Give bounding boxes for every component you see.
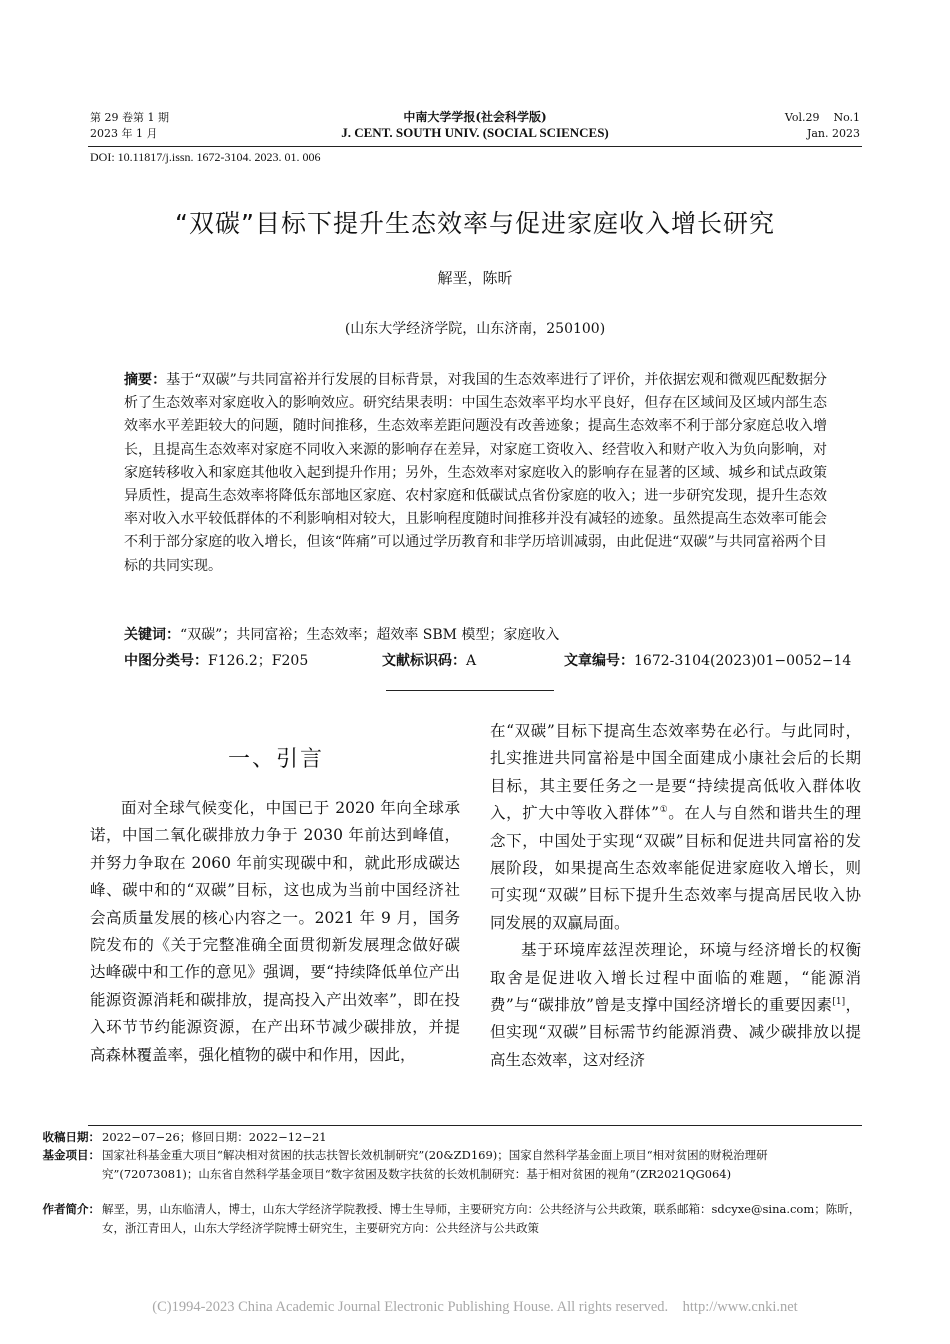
author-bio [0,1200,862,1240]
paragraph-text: 基于环境库兹涅茨理论，环境与经济增长的权衡取舍是促进收入增长过程中面临的难题，“能源消费”与“碳排放”曾是支撑中国经济增长的重要因素 [490,941,861,1015]
keywords-text: “双碳”；共同富裕；生态效率；超效率 SBM 模型；家庭收入 [180,627,560,643]
clc-label: 中图分类号： [124,653,208,669]
keywords-label: 关键词： [124,627,180,643]
date-en: Jan. 2023 [806,127,860,140]
clc-value: F126.2；F205 [208,653,309,669]
fund-info [0,1146,862,1202]
clc-number [124,650,308,672]
citation-marker: [1] [832,996,846,1007]
abstract-text: 基于“双碳”与共同富裕并行发展的目标背景，对我国的生态效率进行了评价，并依据宏观和微观匹配数据分析了生态效率对家庭收入的影响效应。研究结果表明：中国生态效率平均水平良好，但存在区域间及区域内部生态效率水平差距较大的问题，随时间推移，生态效率差距问题没有改善迹象；提高生态效率不利于部分家庭总收入增长，且提高生态效率对家庭不同收入来源的影响存在差异，对家庭工资收入、经营收入和财产收入为负向影响，对家庭转移收入和家庭其他收入起到提升作用；另外，生态效率对家庭收入的影响存在显著的区域、城乡和试点政策异质性，提高生态效率将降低东部地区家庭、农村家庭和低碳试点省份家庭的收入；进一步研究发现，提升生态效率对收入水平较低群体的不利影响相对较大，且影响程度随时间推移并没有减轻的迹象。虽然提高生态效率可能会不利于部分家庭的收入增长，但该“阵痛”可以通过学历教育和非学历培训减弱，由此促进“双碳”与共同富裕两个目标的共同实现。 [124,372,828,574]
abstract [124,369,827,578]
date-cn: 2023 年 1 月 [90,127,158,140]
author-bio-value: 解垩，男，山东临清人，博士，山东大学经济学院教授、博士生导师，主要研究方向：公共经济与公共政策，联系邮箱：sdcyxe@sina.com；陈昕，女，浙江青田人，山东大学经济学院博士研究生，主要研究方向：公共经济与公共政策 [102,1202,861,1235]
footnote-rule [88,1125,862,1126]
abstract-end-rule [386,690,554,691]
classification-line [124,650,852,672]
section-heading: 一、引言 [228,747,325,772]
abstract-label: 摘要： [124,372,167,388]
volume-cn: 第 29 卷第 1 期 [90,111,169,124]
art-value: 1672-3104(2023)01−0052−14 [634,653,852,669]
received-value: 2022−07−26；修回日期：2022−12−21 [102,1130,327,1144]
journal-name-en: J. CENT. SOUTH UNIV. (SOCIAL SCIENCES) [341,125,609,140]
header-rule [88,146,862,147]
paper-title: “双碳”目标下提升生态效率与促进家庭收入增长研究 [175,209,775,238]
doi: DOI: 10.11817/j.issn. 1672-3104. 2023. 01. 006 [90,150,321,164]
paragraph-text: 在“双碳”目标下提高生态效率势在必行。与此同时，扎实推进共同富裕是中国全面建成小康社会后的长期目标，其主要任务之一是要“持续提高低收入群体收入，扩大中等收入群体” [490,722,861,823]
paragraph-text-end: ，但实现“双碳”目标需节约能源消费、减少碳排放以提高生态效率，这对经济 [490,996,861,1069]
intro-paragraph-continued [490,718,861,937]
fund-label: 基金项目： [42,1148,100,1162]
copyright-watermark: (C)1994-2023 China Academic Journal Electronic Publishing House. All rights reserved. http://www.cnki.net [152,1299,798,1315]
intro-paragraph-1: 面对全球气候变化，中国已于 2020 年向全球承诺，中国二氧化碳排放力争于 2030 年前达到峰值，并努力争取在 2060 年前实现碳中和，就此形成碳达峰、碳中和的“双碳”目标，这也成为当前中国经济社会高质量发展的核心内容之一。2021 年 9 月，国务院发布的《关于完整准确全面贯彻新发展理念做好碳达峰碳中和工作的意见》强调，要“持续降低单位产出能源资源消耗和碳排放，提高投入产出效率”，即在投入环节节约能源资源，在产出环节减少碳排放，并提高森林覆盖率，强化植物的碳中和作用，因此， [90,799,460,1064]
footnote-marker: ① [659,805,669,816]
keywords [124,624,827,646]
doc-label: 文献标识码： [382,653,466,669]
document-code [382,650,476,672]
intro-paragraph-2 [490,937,861,1074]
fund-value: 国家社科基金重大项目“解决相对贫困的扶志扶智长效机制研究”(20&ZD169)；国家自然科学基金面上项目“相对贫困的财税治理研究”(72073081)；山东省自然科学基金项目“数字贫困及数字扶贫的长效机制研究：基于相对贫困的视角”(ZR2021QG064) [102,1148,768,1181]
received-label: 收稿日期： [42,1130,100,1144]
left-column [90,795,460,1069]
journal-title [250,109,700,141]
paragraph-text-end: 。在人与自然和谐共生的理念下，中国处于实现“双碳”目标和促进共同富裕的发展阶段，如果提高生态效率能促进家庭收入增长，则可实现“双碳”目标下提升生态效率与提高居民收入协同发展的双赢局面。 [490,804,861,932]
right-column [490,718,861,1074]
header-left [90,110,169,142]
received-date [0,1128,862,1148]
volume-en: Vol.29 No.1 [784,111,860,124]
journal-name-cn: 中南大学学报(社会科学版) [403,110,547,124]
affiliation: (山东大学经济学院，山东济南，250100) [344,321,606,337]
header-right [700,110,860,142]
author-bio-label: 作者简介： [42,1202,100,1216]
art-label: 文章编号： [564,653,634,669]
article-number [564,650,851,672]
doc-value: A [466,653,477,669]
authors: 解垩，陈昕 [437,269,513,287]
